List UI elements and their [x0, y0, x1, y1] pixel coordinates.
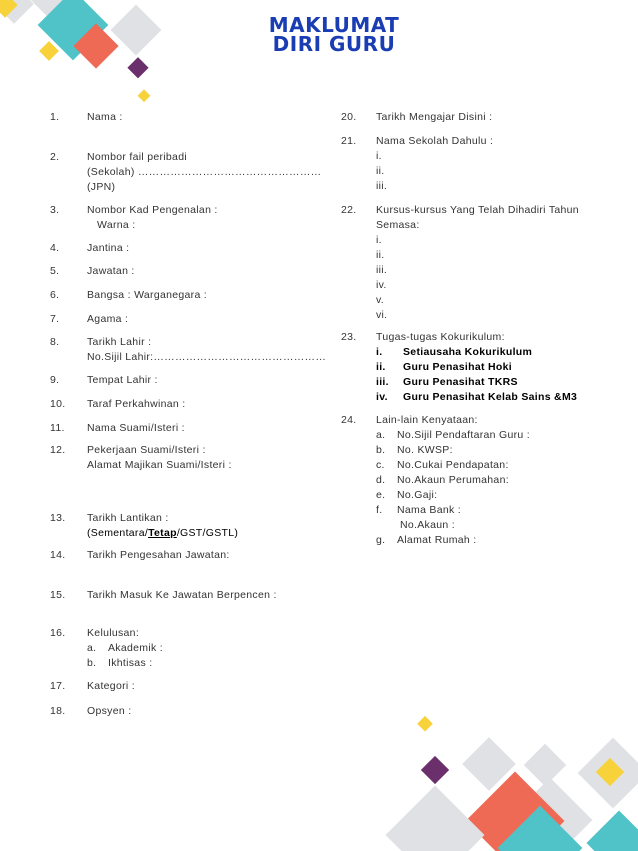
item-label: Nama Sekolah Dahulu :: [376, 135, 494, 147]
cocurricular-duty: iv. Guru Penasihat Kelab Sains &M3: [376, 391, 578, 403]
cocurricular-duty: iii. Guru Penasihat TKRS: [376, 376, 518, 388]
item-label: Tarikh Lantikan :: [87, 512, 169, 524]
item-label: Kategori :: [87, 680, 135, 692]
sub-mark: e.: [376, 489, 386, 501]
sub-mark: f.: [376, 504, 383, 516]
item-number: 5.: [50, 265, 60, 277]
appointment-status-line: [87, 526, 327, 541]
item-label: Tarikh Mengajar Disini :: [376, 111, 493, 123]
item-line: (Sekolah) ……………………………………………: [87, 166, 322, 178]
status-prefix: (Sementara/: [87, 527, 149, 539]
sub-mark: iii.: [376, 264, 388, 276]
item-number: 21.: [341, 135, 357, 147]
item-number: 20.: [341, 111, 357, 123]
sub-mark: i.: [376, 150, 382, 162]
item-label: Kelulusan:: [87, 627, 140, 639]
item-label: Agama :: [87, 313, 129, 325]
item-label: Nama :: [87, 111, 123, 123]
item-number: 1.: [50, 111, 60, 123]
item-number: 17.: [50, 680, 66, 692]
sub-mark: c.: [376, 459, 385, 471]
item-number: 11.: [50, 422, 65, 434]
sub-mark: iii.: [376, 180, 388, 192]
sub-text: No.Sijil Pendaftaran Guru :: [397, 429, 530, 441]
item-label: Taraf Perkahwinan :: [87, 398, 186, 410]
item-label: Lain-lain Kenyataan:: [376, 414, 478, 426]
item-label: Nama Suami/Isteri :: [87, 422, 185, 434]
sub-mark: a.: [87, 642, 97, 654]
item-line: No.Sijil Lahir:…………………………………………: [87, 351, 327, 363]
bottom-right-diamonds: [386, 716, 638, 851]
item-number: 12.: [50, 444, 66, 456]
sub-text: No.Cukai Pendapatan:: [397, 459, 509, 471]
sub-mark: d.: [376, 474, 386, 486]
sub-text: No.Gaji:: [397, 489, 438, 501]
sub-mark: i.: [376, 234, 382, 246]
item-label: Nombor fail peribadi: [87, 151, 187, 163]
page-title-line1: MAKLUMAT: [268, 13, 400, 37]
sub-text: Ikhtisas :: [108, 657, 153, 669]
sub-mark: b.: [87, 657, 97, 669]
item-number: 4.: [50, 242, 60, 254]
item-number: 3.: [50, 204, 60, 216]
item-number: 15.: [50, 589, 66, 601]
sub-text: No.Akaun :: [400, 519, 455, 531]
item-line: Semasa:: [376, 219, 420, 231]
sub-text: Nama Bank :: [397, 504, 461, 516]
item-number: 24.: [341, 414, 357, 426]
item-number: 8.: [50, 336, 60, 348]
item-label: Kursus-kursus Yang Telah Dihadiri Tahun: [376, 204, 579, 216]
item-number: 13.: [50, 512, 66, 524]
sub-mark: iv.: [376, 279, 387, 291]
item-number: 23.: [341, 331, 357, 343]
item-number: 6.: [50, 289, 60, 301]
item-number: 16.: [50, 627, 66, 639]
sub-mark: a.: [376, 429, 386, 441]
sub-text: No. KWSP:: [397, 444, 453, 456]
item-label: Tarikh Pengesahan Jawatan:: [87, 549, 230, 561]
sub-mark: vi.: [376, 309, 388, 321]
item-label: Tugas-tugas Kokurikulum:: [376, 331, 505, 343]
sub-mark: g.: [376, 534, 386, 546]
cocurricular-duty: ii. Guru Penasihat Hoki: [376, 361, 512, 373]
sub-text: Akademik :: [108, 642, 163, 654]
item-line: Warna :: [97, 219, 136, 231]
item-label: Pekerjaan Suami/Isteri :: [87, 444, 206, 456]
item-label: Tempat Lahir :: [87, 374, 158, 386]
item-number: 7.: [50, 313, 60, 325]
item-number: 18.: [50, 705, 66, 717]
item-number: 22.: [341, 204, 357, 216]
sub-mark: b.: [376, 444, 386, 456]
item-label: Tarikh Lahir :: [87, 336, 152, 348]
item-number: 2.: [50, 151, 60, 163]
item-number: 14.: [50, 549, 66, 561]
item-line: (JPN): [87, 181, 116, 193]
item-number: 10.: [50, 398, 66, 410]
item-label: Opsyen :: [87, 705, 132, 717]
page-title-line2: DIRI GURU: [272, 32, 396, 56]
item-number: 9.: [50, 374, 60, 386]
sub-text: Alamat Rumah :: [397, 534, 477, 546]
item-label: Nombor Kad Pengenalan :: [87, 204, 218, 216]
item-label: Jantina :: [87, 242, 130, 254]
sub-mark: ii.: [376, 165, 385, 177]
item-label: Bangsa : Warganegara :: [87, 289, 208, 301]
item-label: Jawatan :: [87, 265, 135, 277]
sub-mark: ii.: [376, 249, 385, 261]
item-label: Tarikh Masuk Ke Jawatan Berpencen :: [87, 589, 277, 601]
sub-text: No.Akaun Perumahan:: [397, 474, 509, 486]
status-selected: Tetap: [148, 527, 177, 539]
cocurricular-duty: i. Setiausaha Kokurikulum: [376, 346, 533, 358]
status-suffix: /GST/GSTL): [176, 527, 239, 539]
sub-mark: v.: [376, 294, 384, 306]
item-line: Alamat Majikan Suami/Isteri :: [87, 459, 232, 471]
